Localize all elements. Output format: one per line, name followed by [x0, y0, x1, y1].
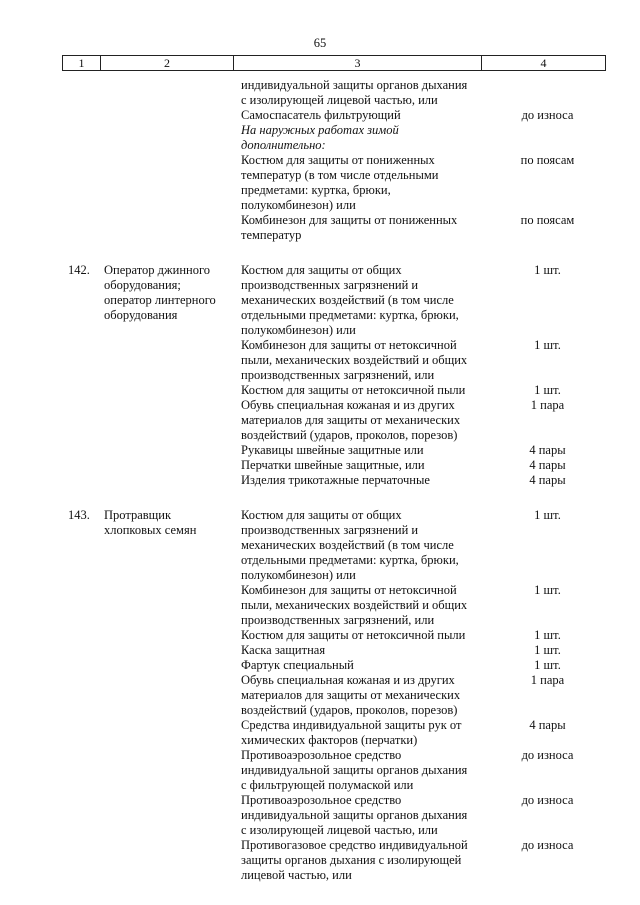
item-row	[0, 473, 640, 488]
item-description: На наружных работах зимой дополнительно:	[241, 123, 399, 152]
item-description: Рукавицы швейные защитные или	[241, 443, 424, 457]
entry-spacer	[0, 243, 640, 263]
item-row	[0, 338, 640, 383]
item-quantity: до износа	[521, 793, 574, 807]
item-description: индивидуальной защиты органов дыхания с изолирующей лицевой частью, или	[241, 78, 468, 107]
item-quantity: 1 шт.	[534, 508, 561, 522]
item-row	[0, 153, 640, 213]
item-quantity	[500, 123, 595, 153]
item-description: Изделия трикотажные перчаточные	[241, 473, 430, 487]
item-description: Фартук специальный	[241, 658, 354, 672]
item-row	[0, 78, 640, 108]
item-description: Противоаэрозольное средство индивидуальной защиты органов дыхания с фильтрующей полумаской или	[241, 748, 468, 792]
item-quantity: 1 шт.	[534, 338, 561, 352]
item-row	[0, 508, 640, 583]
item-description: Каска защитная	[241, 643, 326, 657]
item-quantity: 1 пара	[530, 673, 565, 687]
item-description: Комбинезон для защиты от нетоксичной пыли, механических воздействий и общих производственных загрязнений, или	[241, 583, 468, 627]
table-body	[0, 78, 640, 883]
item-row	[0, 263, 640, 338]
item-description: Костюм для защиты от нетоксичной пыли	[241, 628, 466, 642]
item-quantity: по поясам	[520, 153, 575, 167]
item-row	[0, 748, 640, 793]
table-row	[0, 263, 640, 488]
item-row	[0, 658, 640, 673]
column-header-4: 4	[540, 56, 547, 70]
item-description: Костюм для защиты от пониженных температур (в том числе отдельными предметами: куртка, брюки, полукомбинезон) или	[241, 153, 439, 212]
item-description: Перчатки швейные защитные, или	[241, 458, 425, 472]
item-quantity: 1 шт.	[534, 658, 561, 672]
item-quantity: 1 пара	[530, 398, 565, 412]
item-row	[0, 398, 640, 443]
entry-spacer	[0, 488, 640, 508]
entry-number: 142.	[68, 263, 90, 277]
column-header-3: 3	[234, 56, 482, 70]
item-quantity: 4 пары	[529, 458, 566, 472]
item-row	[0, 383, 640, 398]
item-quantity: до износа	[521, 838, 574, 852]
item-description: Средства индивидуальной защиты рук от химических факторов (перчатки)	[241, 718, 462, 747]
profession-name: Протравщик хлопковых семян	[104, 508, 197, 537]
item-row	[0, 838, 640, 883]
item-description: Противогазовое средство индивидуальной защиты органов дыхания с изолирующей лицевой частью, или	[241, 838, 468, 882]
item-row	[0, 108, 640, 123]
item-description: Комбинезон для защиты от нетоксичной пыли, механических воздействий и общих производственных загрязнений, или	[241, 338, 468, 382]
column-header-1: 1	[63, 56, 101, 70]
item-quantity: 4 пары	[529, 718, 566, 732]
item-quantity: 4 пары	[529, 443, 566, 457]
page-number: 65	[313, 36, 327, 50]
item-row	[0, 718, 640, 748]
item-description: Обувь специальная кожаная и из других материалов для защиты от механических воздействий (ударов, проколов, порезов)	[241, 673, 461, 717]
table-header-row	[62, 55, 606, 71]
item-quantity	[500, 78, 595, 108]
item-quantity: 1 шт.	[534, 263, 561, 277]
item-quantity: до износа	[521, 108, 574, 122]
item-quantity: 1 шт.	[534, 628, 561, 642]
item-quantity: 1 шт.	[534, 383, 561, 397]
item-quantity: 1 шт.	[534, 583, 561, 597]
item-description: Костюм для защиты от общих производственных загрязнений и механических воздействий (в том числе отдельными предметами: куртка, брюки, полукомбинезон) или	[241, 263, 459, 337]
item-description: Костюм для защиты от общих производственных загрязнений и механических воздействий (в том числе отдельными предметами: куртка, брюки, полукомбинезон) или	[241, 508, 459, 582]
item-row	[0, 213, 640, 243]
item-description: Обувь специальная кожаная и из других материалов для защиты от механических воздействий (ударов, проколов, порезов)	[241, 398, 461, 442]
profession-name: Оператор джинного оборудования; оператор линтерного оборудования	[104, 263, 216, 322]
item-row	[0, 793, 640, 838]
item-row	[0, 443, 640, 458]
item-quantity: 1 шт.	[534, 643, 561, 657]
item-description: Противоаэрозольное средство индивидуальной защиты органов дыхания с изолирующей лицевой частью, или	[241, 793, 468, 837]
item-row	[0, 628, 640, 643]
table-row	[0, 508, 640, 883]
item-quantity: по поясам	[520, 213, 575, 227]
item-row	[0, 123, 640, 153]
column-header-2: 2	[101, 56, 234, 70]
item-row	[0, 458, 640, 473]
item-quantity: до износа	[521, 748, 574, 762]
continuation-entry	[0, 78, 640, 243]
entry-number: 143.	[68, 508, 90, 522]
item-description: Комбинезон для защиты от пониженных температур	[241, 213, 458, 242]
item-row	[0, 643, 640, 658]
item-row	[0, 583, 640, 628]
item-row	[0, 673, 640, 718]
item-description: Костюм для защиты от нетоксичной пыли	[241, 383, 466, 397]
item-quantity: 4 пары	[529, 473, 566, 487]
item-description: Самоспасатель фильтрующий	[241, 108, 401, 122]
